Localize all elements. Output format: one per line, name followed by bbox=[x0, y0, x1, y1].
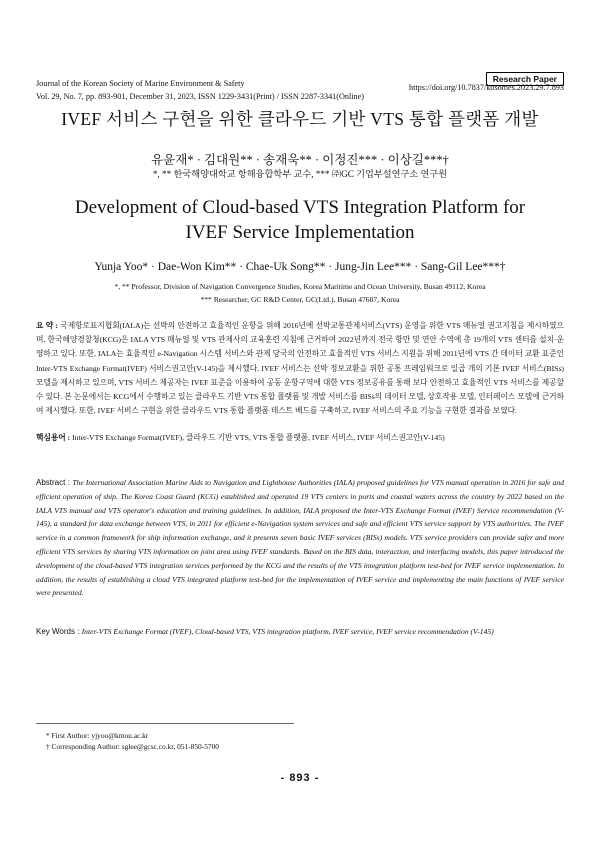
korean-affiliation: *, ** 한국해양대학교 항해융합학부 교수, *** ㈜GC 기업부설연구소 연구원 bbox=[152, 169, 448, 179]
english-affiliation bbox=[0, 280, 600, 306]
english-title-line2: IVEF Service Implementation bbox=[185, 222, 415, 243]
english-affiliation-1: *, ** Professor, Division of Navigation Convergence Studies, Korea Maritime and Ocean University, Busan 49112, Korea bbox=[114, 282, 486, 291]
footnote-divider bbox=[36, 723, 294, 724]
doi-link[interactable]: https://doi.org/10.7837/kosomes.2023.29.7.893 bbox=[409, 83, 564, 92]
english-abstract bbox=[36, 476, 564, 600]
english-keywords bbox=[36, 627, 564, 636]
research-paper-badge: Research Paper bbox=[486, 72, 564, 86]
english-keywords-text: Inter-VTS Exchange Format (IVEF), Cloud-based VTS, VTS integration platform, IVEF service, IVEF service recommendation (V-145) bbox=[81, 627, 494, 636]
korean-authors: 유윤재* · 김대원** · 송재욱** · 이정진*** · 이상길***† bbox=[151, 153, 449, 167]
korean-keywords-label: 핵심용어 : bbox=[36, 433, 73, 442]
english-title-line1: Development of Cloud-based VTS Integration Platform for bbox=[74, 197, 526, 218]
footnote-corresponding-author: † Corresponding Author: sglee@gcsc.co.kr, 051-850-5700 bbox=[46, 742, 219, 751]
korean-keywords-text: Inter-VTS Exchange Format(IVEF), 클라우드 기반 VTS, VTS 통합 플랫폼, IVEF 서비스, IVEF 서비스권고안(V-145) bbox=[72, 433, 445, 442]
english-keywords-label: Key Words : bbox=[36, 627, 82, 636]
korean-abstract-label: 요 약 : bbox=[36, 321, 61, 330]
journal-header bbox=[36, 77, 364, 103]
english-abstract-label: Abstract : bbox=[36, 478, 73, 487]
korean-abstract bbox=[36, 319, 564, 418]
korean-abstract-text: 국제항로표지협회(IALA)는 선박의 안전하고 효율적인 운항을 위해 2016년에 선박교통관제서비스(VTS) 운영을 위한 VTS 매뉴얼 권고지침을 제시하였으며, 한국해양경찰청(KCG)은 IALA VTS 매뉴얼 및 VTS 관제사의 교육훈련 지침에 근거하여 2022년까지 전국 항만 및 연안 수역에 총 19개의 VTS 센터를 설치·운영하고 있다. 또한, IALA는 효율적인 e-Navigation 시스템 서비스와 관제 당국의 안전하고 효율적인 VTS 서비스 지원을 위해 2011년에 VTS 간 데이터 교환 표준인 Inter-VTS Exchange Format(IVEF) 서비스권고안(V-145)을 제시했다. IVEF 서비스는 선박 정보교환을 위한 공통 프레임워크로 일곱 개의 기본 IVEF 서비스(BISs) 모델을 제시하고 있으며, VTS 서비스 제공자는 IVEF 표준을 이용하여 공동 운항구역에 대한 VTS 정보공유를 통해 보다 안전하고 효율적인 VTS 서비스를 제공할 수 있다. 본 논문에서는 KCG에서 수행하고 있는 클라우드 기반 VTS 통합 플랫폼 및 개발 서비스를 BISs의 데이터 모델, 상호작용 모델, 인터페이스 모델에 근거하여 제시했다. 또한, IVEF 서비스 구현을 위한 클라우드 VTS 통합 플랫폼 테스트 베드를 구축하고, IVEF 서비스의 주요 기능을 구현한 결과를 보였다. bbox=[36, 321, 564, 416]
volume-info: Vol. 29, No. 7, pp. 893-901, December 31, 2023, ISSN 1229-3431(Print) / ISSN 2287-3341(Online) bbox=[36, 92, 365, 101]
footnote-first-author: * First Author: yjyoo@kmou.ac.kr bbox=[46, 731, 149, 740]
journal-name: Journal of the Korean Society of Marine Environment & Safety bbox=[36, 79, 245, 88]
english-authors: Yunja Yoo* · Dae-Won Kim** · Chae-Uk Song** · Jung-Jin Lee*** · Sang-Gil Lee***† bbox=[94, 261, 506, 273]
english-affiliation-2: *** Researcher, GC R&D Center, GC(Ltd.), Busan 47607, Korea bbox=[200, 295, 400, 304]
korean-keywords bbox=[36, 432, 564, 443]
page-number: - 893 - bbox=[280, 772, 320, 784]
korean-title: IVEF 서비스 구현을 위한 클라우드 기반 VTS 통합 플랫폼 개발 bbox=[61, 109, 539, 129]
english-title bbox=[0, 195, 600, 245]
english-abstract-text: The International Association Marine Aids to Navigation and Lighthouse Authorities (IALA) proposed guidelines for VTS manual operation in 2016 for safe and efficient operation of ship. The Korea Coast Guard (KCG) established and operated 19 VTS centers in ports and coastal waters across the country by 2022 based on the IALA VTS manual and VTS operator's education and training guidelines. In addition, IALA proposed the Inter-VTS Exchange Format (IVEF) Service recommendation (V-145), a standard for data exchange between VTS, in 2011 for efficient e-Navigation system services and safe and efficient VTS service support by VTS authorities. The IVEF service in a common framework for ship information exchange, and it presents seven basic IVEF services (BISs) models. VTS service providers can provide safer and more efficient VTS services by sharing VTS information on joint area using IVEF standards. Based on the BIS data, interaction, and interfacing models, this paper introduced the development of the cloud-based VTS integration services performed by the KCG and the results of the VTS integration platform test-bed for IVEF service implementation. In addition, the results of establishing a cloud VTS integrated platform test-bed for the implementation of IVEF service and implementing the main functions of IVEF service were presented. bbox=[36, 478, 564, 598]
